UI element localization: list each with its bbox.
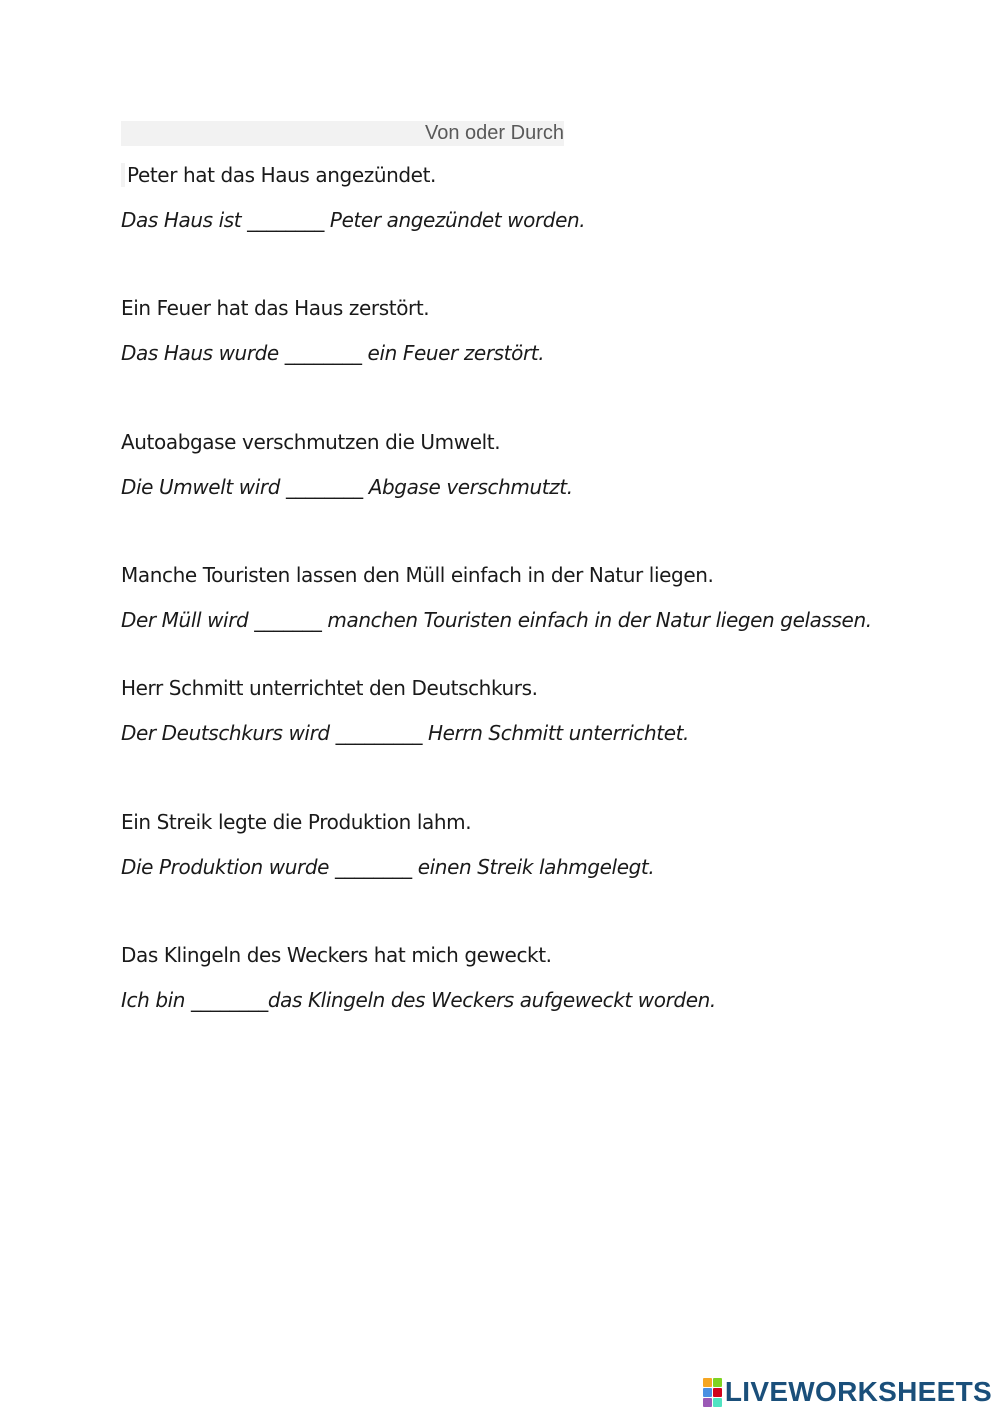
- exercise-7-prompt: Ich bin ________das Klingeln des Weckers aufgeweckt worden.: [121, 988, 716, 1012]
- exercise-6-prompt: Die Produktion wurde ________ einen Streik lahmgelegt.: [121, 855, 655, 879]
- exercise-6-statement: Ein Streik legte die Produktion lahm.: [121, 810, 472, 834]
- exercise-3-prompt: Die Umwelt wird ________ Abgase verschmutzt.: [121, 475, 573, 499]
- exercise-5-prompt: Der Deutschkurs wird _________ Herrn Schmitt unterrichtet.: [121, 721, 689, 745]
- logo-square: [713, 1388, 722, 1397]
- exercise-3-statement: Autoabgase verschmutzen die Umwelt.: [121, 430, 501, 454]
- logo-square: [713, 1378, 722, 1387]
- logo-square: [713, 1398, 722, 1407]
- exercise-4-statement: Manche Touristen lassen den Müll einfach in der Natur liegen.: [121, 563, 714, 587]
- exercise-2-statement: Ein Feuer hat das Haus zerstört.: [121, 296, 430, 320]
- exercise-2-prompt: Das Haus wurde ________ ein Feuer zerstört.: [121, 341, 545, 365]
- exercise-5-statement: Herr Schmitt unterrichtet den Deutschkurs.: [121, 676, 538, 700]
- worksheet-title-bar: [121, 121, 564, 146]
- liveworksheets-logo-icon: [703, 1378, 722, 1407]
- text-cursor-mark: [121, 163, 125, 187]
- liveworksheets-logo: [703, 1377, 992, 1407]
- exercise-4-prompt: Der Müll wird _______ manchen Touristen einfach in der Natur liegen gelassen.: [121, 608, 872, 632]
- exercise-1-statement: Peter hat das Haus angezündet.: [121, 162, 436, 188]
- worksheet-title: Von oder Durch: [425, 122, 564, 144]
- exercise-1-prompt: Das Haus ist ________ Peter angezündet worden.: [121, 208, 586, 232]
- logo-square: [703, 1398, 712, 1407]
- logo-square: [703, 1388, 712, 1397]
- liveworksheets-logo-text: LIVEWORKSHEETS: [724, 1376, 992, 1407]
- logo-square: [703, 1378, 712, 1387]
- exercise-7-statement: Das Klingeln des Weckers hat mich geweckt.: [121, 943, 552, 967]
